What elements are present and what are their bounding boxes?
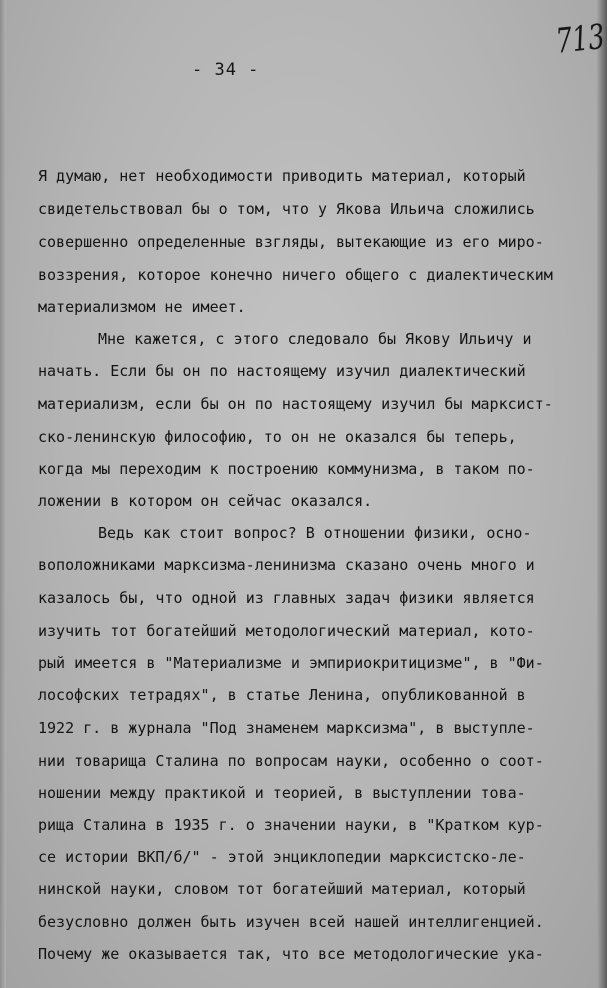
text-line: казалось бы, что одной из главных задач физики является <box>38 589 535 607</box>
text-line: когда мы переходим к построению коммунизма, в таком по- <box>38 460 535 478</box>
text-line: ношении между практикой и теорией, в выступлении това- <box>38 784 526 802</box>
text-line: воззрения, которое конечно ничего общего с диалектическим <box>38 266 553 284</box>
text-line: Ведь как стоит вопрос? В отношении физики, осно- <box>98 524 532 542</box>
text-line: Мне кажется, с этого следовало бы Якову Ильичу и <box>98 330 532 348</box>
text-line: свидетельствовал бы о том, что у Якова Ильича сложились <box>38 200 535 218</box>
text-line: нии товарища Сталина по вопросам науки, особенно о соот- <box>38 752 544 770</box>
text-line: се истории ВКП/б/" - этой энциклопедии марксистско-ле- <box>38 848 526 866</box>
text-line: ско-ленинскую философию, то он не оказался бы теперь, <box>38 428 517 446</box>
text-line: 1922 г. в журнала "Под знаменем марксизма", в выступле- <box>38 719 535 737</box>
text-line: рый имеется в "Материализме и эмпириокритицизме", в "Фи- <box>38 654 544 672</box>
page-number: - 34 - <box>192 60 260 80</box>
text-line: Я думаю, нет необходимости приводить материал, который <box>38 167 526 185</box>
text-line: ложении в котором он сейчас оказался. <box>38 492 373 510</box>
handwritten-folio-number: 713 <box>554 16 607 62</box>
page-left-edge <box>0 0 6 988</box>
text-line: нинской науки, словом тот богатейший материал, который <box>38 880 526 898</box>
text-line: изучить тот богатейший методологический материал, кото- <box>38 622 535 640</box>
text-line: лософских тетрадях", в статье Ленина, опубликованной в <box>38 686 526 704</box>
text-line: материализмом не имеет. <box>38 298 246 316</box>
page-right-edge <box>597 0 607 988</box>
text-line: воположниками марксизма-ленинизма сказано очень много и <box>38 556 535 574</box>
text-line: материализм, если бы он по настоящему изучил бы марксист- <box>38 395 553 413</box>
text-line: рища Сталина в 1935 г. о значении науки, в "Кратком кур- <box>38 816 544 834</box>
text-line: безусловно должен быть изучен всей нашей интеллигенцией. <box>38 913 544 931</box>
text-line: начать. Если бы он по настоящему изучил диалектический <box>38 362 526 380</box>
text-line: совершенно определенные взгляды, вытекающие из его миро- <box>38 233 544 251</box>
text-line: Почему же оказывается так, что все методологические ука- <box>38 945 544 963</box>
